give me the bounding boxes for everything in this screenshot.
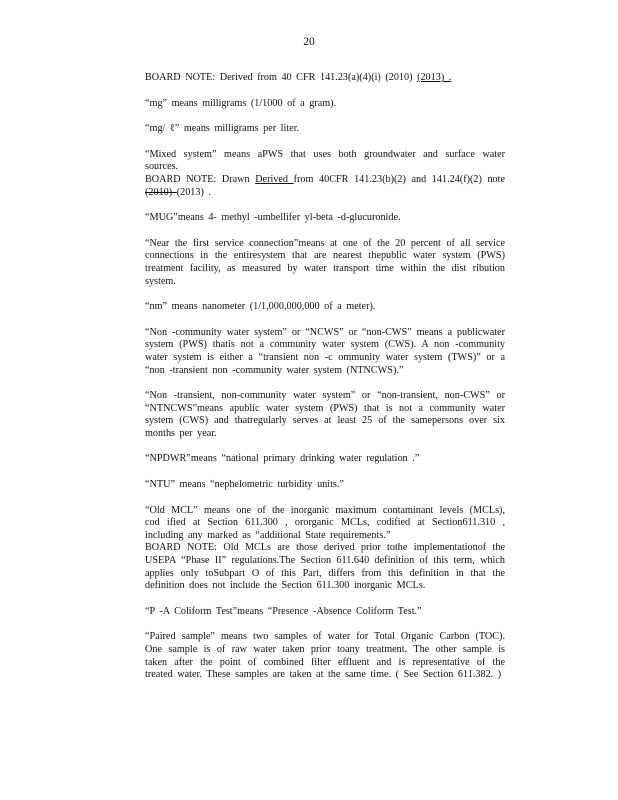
- definition-near-first-service-connection: “Near the first service connection”means at one of the 20 percent of all service connections in the entiresystem that are nearest thepublic water system (PWS) treatment facility, as measured by water transport time within the dist ribution system.: [145, 237, 505, 287]
- note-text: (2013) .: [176, 186, 211, 198]
- definition-mug: “MUG”means 4- methyl -umbellifer yl-beta -d-glucuronide.: [145, 212, 401, 224]
- definitions-body: [145, 72, 505, 695]
- definition-pa-coliform-test: “P -A Coliform Test”means “Presence -Absence Coliform Test.”: [145, 605, 422, 617]
- definition-nm: “nm” means nanometer (1/1,000,000,000 of a meter).: [145, 301, 376, 313]
- note-text: from 40CFR 141.23(b)(2) and 141.24(f)(2) note: [293, 173, 506, 185]
- note-struck-year: (2010): [145, 186, 177, 198]
- note-text: BOARD NOTE: Drawn: [145, 173, 256, 185]
- board-note-old-mcl: BOARD NOTE: Old MCLs are those derived prior tothe implementationof the USEPA “Phase II” regulations.The Section 611.640 definition of this term, which applies only toSubpart O of this Part, differs from this definition in that the definition does not include the Section 611.300 inorganic MCLs.: [145, 542, 505, 592]
- page-number: 20: [303, 36, 315, 48]
- board-note-mcl-source: [145, 72, 505, 85]
- definition-ncws: “Non -community water system” or “NCWS” or “non-CWS” means a publicwater system (PWS) thatis not a community water system (CWS). A non -community water system is either a “transient non -c ommunity water system (TWS)” or a “non -transient non -community water system (NTNCWS).”: [145, 326, 505, 376]
- definition-old-mcl: “Old MCL” means one of the inorganic maximum contaminant levels (MCLs), cod ified at Section 611.300 , ororganic MCLs, codified at Section611.310 , including any marked as “additional State requirements.”: [145, 504, 505, 541]
- definition-mg-per-liter: “mg/ ℓ” means milligrams per liter.: [145, 123, 300, 135]
- board-note-mixed-system: [145, 174, 505, 199]
- definition-mg: “mg” means milligrams (1/1000 of a gram).: [145, 97, 337, 109]
- definition-ntu: “NTU” means “nephelometric turbidity units.”: [145, 479, 344, 491]
- note-underlined-year: (2013) .: [417, 72, 452, 83]
- definition-mixed-system: “Mixed system” means aPWS that uses both groundwater and surface water sources.: [145, 148, 505, 173]
- definition-npdwr: “NPDWR”means “national primary drinking water regulation .”: [145, 453, 420, 465]
- definition-paired-sample: “Paired sample” means two samples of water for Total Organic Carbon (TOC). One sample is of raw water taken prior toany treatment. The other sample is taken after the point of combined filter effluent and is representative of the treated water. These samples are taken at the same time. ( See Section 611.382. ): [145, 631, 505, 681]
- note-underlined-text: Derived: [255, 173, 294, 185]
- note-text: BOARD NOTE: Derived from 40 CFR 141.23(a)(4)(i) (2010): [145, 72, 418, 83]
- definition-ntncws: “Non -transient, non-community water system” or “non-transient, non-CWS” or “NTNCWS”means apublic water system (PWS) that is not a community water system (CWS) and thatregularly serves at least 25 of the samepersons over six months per year.: [145, 390, 505, 439]
